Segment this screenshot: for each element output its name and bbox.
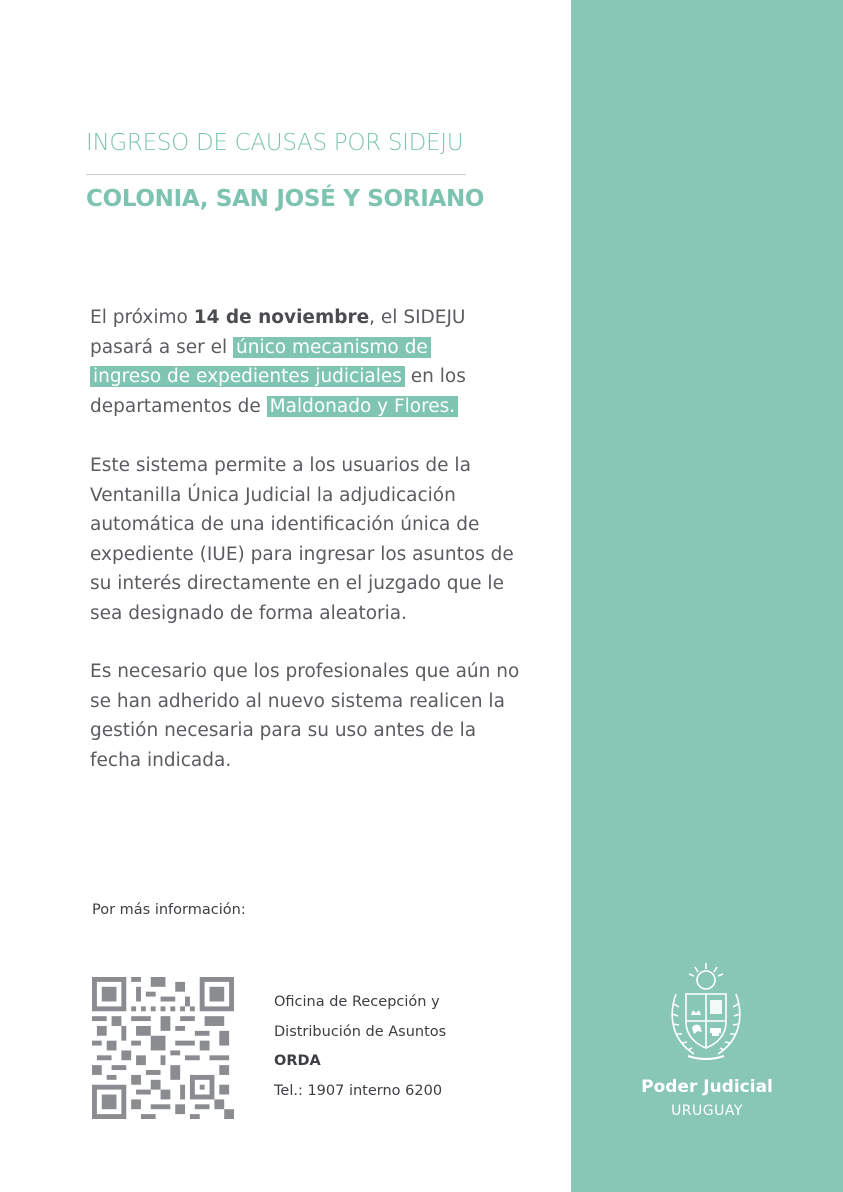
page-title: INGRESO DE CAUSAS POR SIDEJU bbox=[86, 130, 464, 156]
date-highlight: 14 de noviembre bbox=[193, 307, 370, 328]
text-segment: , el SIDEJU pasará a ser el bbox=[90, 307, 466, 358]
org-country: URUGUAY bbox=[671, 1103, 743, 1119]
more-info-label: Por más información: bbox=[92, 902, 246, 918]
highlight-ingreso: ingreso de expedientes judiciales bbox=[90, 366, 405, 387]
contact-org: ORDA bbox=[274, 1053, 321, 1069]
qr-code-icon bbox=[92, 977, 234, 1119]
system-description-paragraph: Este sistema permite a los usuarios de la Ventanilla Única Judicial la adjudicación automática de una identificación única de expediente (IUE) para ingresar los asuntos de su interés directamente en el juzgado que le sea designado de forma aleatoria. bbox=[90, 455, 514, 624]
page-subtitle: COLONIA, SAN JOSÉ Y SORIANO bbox=[86, 186, 485, 212]
contact-line: Distribución de Asuntos bbox=[274, 1023, 447, 1040]
coat-of-arms-icon bbox=[664, 960, 748, 1064]
contact-block bbox=[274, 988, 446, 1106]
announcement-paragraph bbox=[90, 303, 520, 421]
text-segment: El próximo bbox=[90, 307, 194, 328]
highlight-departments: Maldonado y Flores. bbox=[267, 396, 459, 417]
contact-line: Oficina de Recepción y bbox=[274, 994, 440, 1010]
adhesion-paragraph: Es necesario que los profesionales que aún no se han adherido al nuevo sistema realicen la gestión necesaria para su uso antes de la fecha indicada. bbox=[90, 661, 520, 771]
contact-phone: Tel.: 1907 interno 6200 bbox=[274, 1082, 443, 1099]
text-segment: en los departamentos de bbox=[90, 366, 466, 417]
highlight-mechanism: único mecanismo de bbox=[233, 337, 431, 358]
org-name: Poder Judicial bbox=[641, 1077, 773, 1097]
title-divider bbox=[86, 174, 466, 175]
